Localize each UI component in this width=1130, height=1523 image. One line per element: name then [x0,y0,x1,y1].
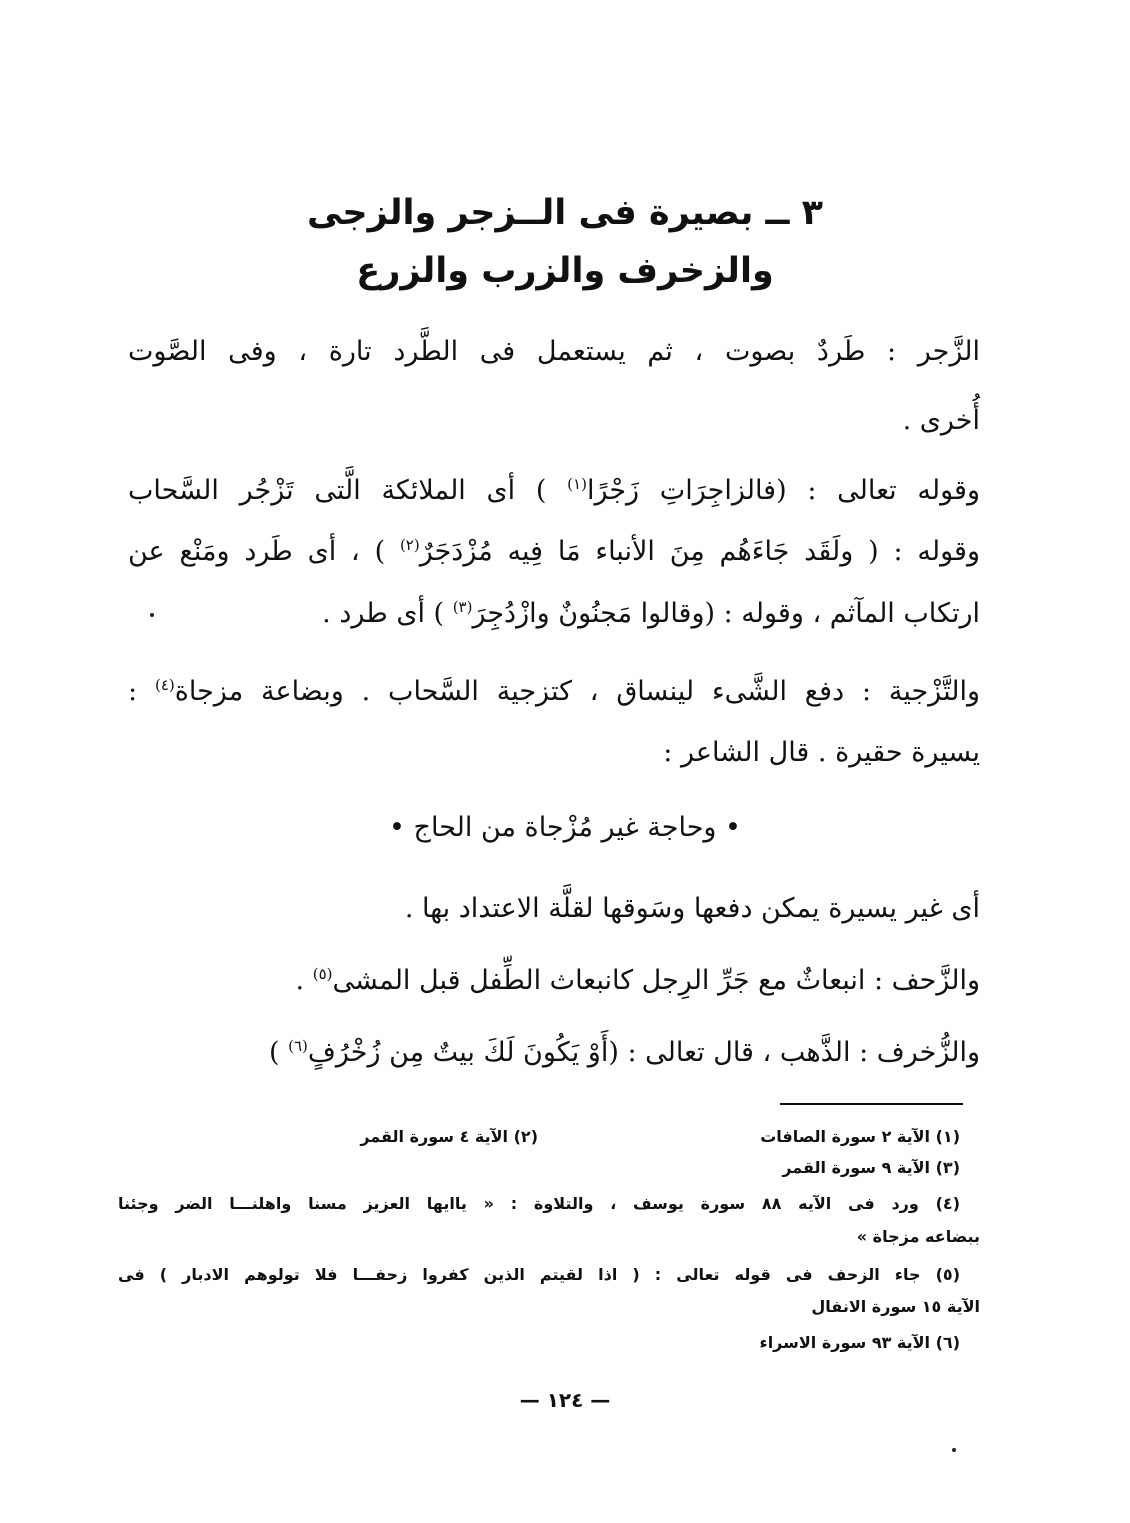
body-text: والتَّزْجية : دفع الشَّىء لينساق ، كتزجية السَّحاب . وبضاعة مزجاة [174,676,980,707]
body-line [128,676,980,708]
body-line [296,965,980,997]
scan-speck [150,613,154,617]
body-text: وقوله : ( ولَقَد جَاءَهُم مِنَ الأنباء مَا فِيه مُزْدَجَرٌ [419,536,980,567]
footnote: ببضاعه مزجاة » [856,1227,980,1246]
body-line [322,598,980,630]
body-text: أى غير يسيرة يمكن دفعها وسَوقها لقلَّة الاعتداد بها . [404,893,980,924]
body-line [663,737,980,769]
scan-speck [952,1448,956,1452]
body-line [405,893,980,925]
footnote: (٢) الآية ٤ سورة القمر [360,1127,538,1146]
body-text: يسيرة حقيرة . قال الشاعر : [663,737,980,768]
page-number: — ١٢٤ — [519,1388,611,1412]
body-text: والزَّحف : انبعاثٌ مع جَرِّ الرِجل كانبعاث الطِّفل قبل المشى [332,965,980,996]
poem-verse: • وحاجة غير مُزْجاة من الحاج • [389,812,741,843]
body-text: وقوله تعالى : (فالزاجِرَاتِ زَجْرًا [586,475,980,506]
body-text: . [295,965,305,996]
body-text: الزَّجر : طَردٌ بصوت ، ثم يستعمل فى الطَّرد تارة ، وفى الصَّوت [128,336,980,367]
footnote: (٣) الآية ٩ سورة القمر [782,1158,960,1177]
body-line [128,536,980,568]
body-text: ) [268,1037,280,1068]
body-text: ) ، أى طَرد ومَنْع عن [128,536,386,567]
footnote-ref: (٥) [312,965,333,983]
body-text: والزُّخرف : الذَّهب ، قال تعالى : (أَوْ يَكُونَ لَكَ بيتٌ مِن زُخْرُفٍ [307,1037,980,1068]
footnote: (٥) جاء الزحف فى قوله تعالى : ( اذا لقيتم الذين كفروا زحفـــا فلا تولوهم الادبار ) فى [118,1265,960,1284]
footnote: (١) الآية ٢ سورة الصافات [760,1127,960,1146]
body-line [903,405,980,437]
body-text: ارتكاب المآثم ، وقوله : (وقالوا مَجنُونٌ وازْدُجِرَ [472,598,980,629]
footnote: (٦) الآية ٩٣ سورة الاسراء [759,1333,960,1352]
section-heading: ٣ ــ بصيرة فى الــزجر والزجى [306,193,824,233]
body-line [128,336,980,368]
section-subheading: والزخرف والزرب والزرع [356,251,774,291]
body-text: ) أى طرد . [322,598,445,629]
body-line [269,1037,980,1069]
footnote-ref: (١) [567,475,587,493]
footnote-ref: (٦) [288,1037,308,1055]
footnote: الآية ١٥ سورة الانفال [811,1297,980,1316]
verse-line [0,812,1130,844]
footnote: (٤) ورد فى الآيه ٨٨ سورة يوسف ، والتلاوة : « ياايها العزيز مسنا واهلنـــا الضر وجئنا [118,1194,960,1213]
footnote-separator [780,1103,963,1105]
body-text: : [128,676,138,707]
body-text: ) أى الملائكة الَّتى تَزْجُر السَّحاب [128,475,547,506]
body-text: أُخرى . [902,405,980,436]
body-line [128,475,980,507]
footnote-ref: (٣) [452,598,473,616]
footnote-ref: (٤) [154,676,175,694]
footnote-ref: (٢) [399,536,420,554]
